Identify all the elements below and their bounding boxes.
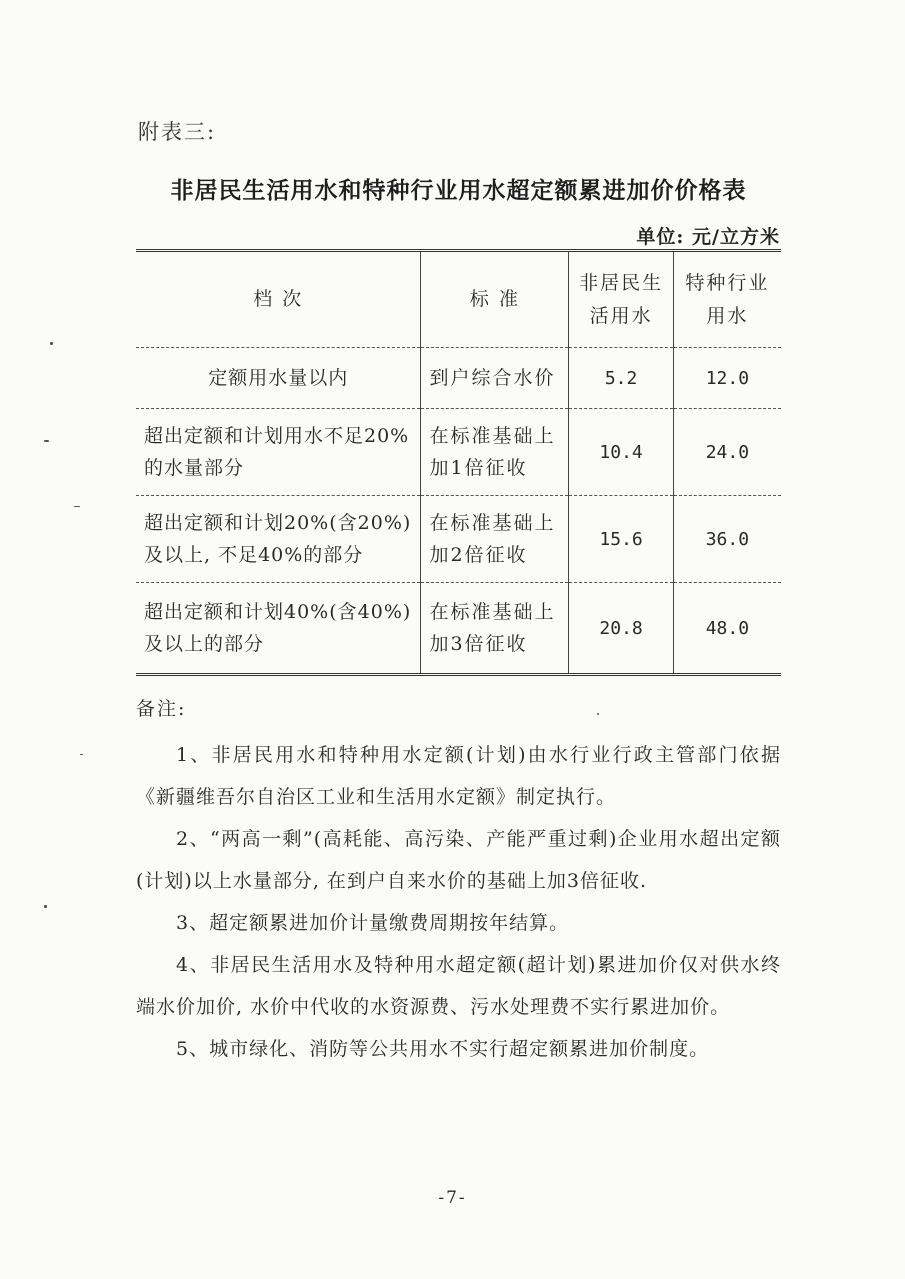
row-standard: 到户综合水价 bbox=[421, 348, 569, 409]
header-special-line1: 特种行业 bbox=[685, 271, 770, 294]
notes-title: 备注: bbox=[136, 698, 187, 720]
note-item: 1、非居民用水和特种用水定额(计划)由水行业行政主管部门依据《新疆维吾尔自治区工业和生活用水定额》制定执行。 bbox=[136, 744, 781, 808]
row-level: 超出定额和计划20%(含20%)及以上, 不足40%的部分 bbox=[136, 496, 421, 583]
header-special-line2: 用水 bbox=[706, 304, 749, 327]
row-special-price: 36.0 bbox=[673, 496, 781, 583]
appendix-label: 附表三: bbox=[138, 120, 217, 144]
row-standard: 在标准基础上加2倍征收 bbox=[421, 496, 569, 583]
unit-label: 单位: 元/立方米 bbox=[636, 226, 780, 248]
notes-section bbox=[136, 734, 781, 1070]
page-number: -7- bbox=[438, 1188, 467, 1208]
note-item: 2、“两高一剩”(高耗能、高污染、产能严重过剩)企业用水超出定额(计划)以上水量部分, 在到户自来水价的基础上加3倍征收. bbox=[136, 828, 781, 892]
header-standard: 标 准 bbox=[421, 251, 569, 348]
row-non-resident-price: 10.4 bbox=[569, 409, 673, 496]
table-row bbox=[136, 496, 781, 583]
scan-speck bbox=[44, 440, 49, 442]
table-row bbox=[136, 409, 781, 496]
row-non-resident-price: 5.2 bbox=[569, 348, 673, 409]
table-row bbox=[136, 348, 781, 409]
note-item: 3、超定额累进加价计量缴费周期按年结算。 bbox=[176, 912, 570, 934]
scan-speck bbox=[44, 905, 47, 908]
header-level: 档 次 bbox=[136, 251, 421, 348]
row-non-resident-price: 15.6 bbox=[569, 496, 673, 583]
note-item: 4、非居民生活用水及特种用水超定额(超计划)累进加价仅对供水终端水价加价, 水价中代收的水资源费、污水处理费不实行累进加价。 bbox=[136, 954, 781, 1018]
price-table bbox=[136, 249, 781, 676]
row-level: 超出定额和计划40%(含40%)及以上的部分 bbox=[136, 583, 421, 675]
header-non-resident-line1: 非居民生 bbox=[579, 271, 664, 294]
scan-speck bbox=[74, 506, 80, 507]
scan-speck bbox=[50, 342, 53, 345]
document-title: 非居民生活用水和特种行业用水超定额累进加价价格表 bbox=[170, 177, 747, 204]
table-row bbox=[136, 583, 781, 675]
row-special-price: 24.0 bbox=[673, 409, 781, 496]
row-non-resident-price: 20.8 bbox=[569, 583, 673, 675]
table-header-row bbox=[136, 251, 781, 348]
scan-speck bbox=[597, 713, 599, 715]
row-special-price: 48.0 bbox=[705, 617, 750, 639]
row-level: 超出定额和计划用水不足20%的水量部分 bbox=[136, 409, 421, 496]
row-special-price: 12.0 bbox=[673, 348, 781, 409]
header-non-resident-line2: 活用水 bbox=[589, 304, 653, 327]
row-standard: 在标准基础上加1倍征收 bbox=[421, 409, 569, 496]
scan-speck bbox=[80, 754, 83, 755]
header-non-resident bbox=[569, 251, 673, 348]
note-item: 5、城市绿化、消防等公共用水不实行超定额累进加价制度。 bbox=[176, 1038, 710, 1060]
row-level: 定额用水量以内 bbox=[136, 348, 421, 409]
row-standard: 在标准基础上加3倍征收 bbox=[421, 583, 569, 675]
header-special bbox=[673, 251, 781, 348]
